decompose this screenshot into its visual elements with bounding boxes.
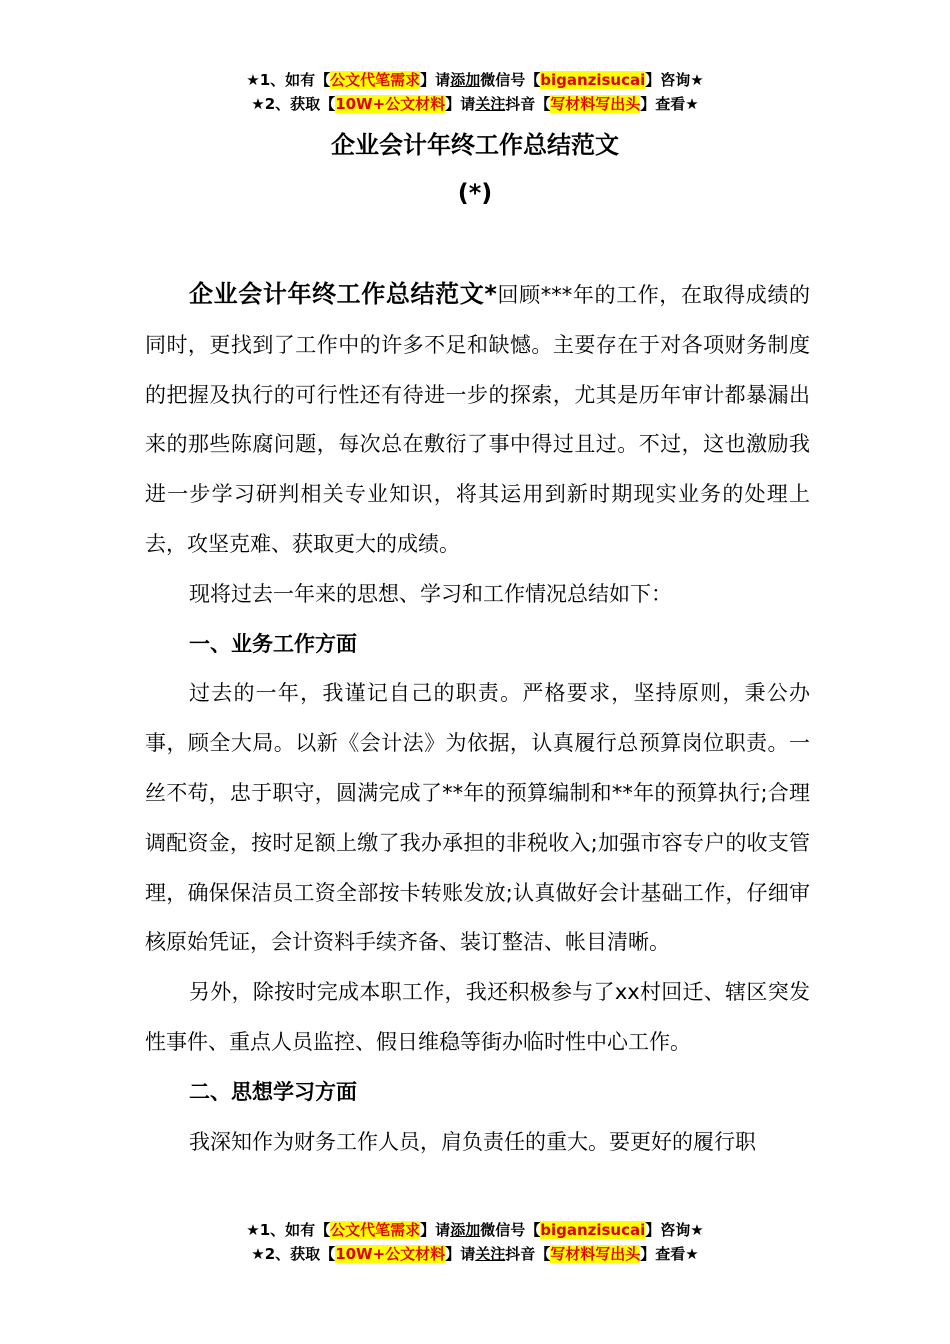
document-title: 企业会计年终工作总结范文 [331, 131, 619, 159]
banner-line-2 [0, 1242, 950, 1266]
banner-line-2 [0, 92, 950, 116]
banner-line-1 [0, 68, 950, 92]
header-banner [0, 68, 950, 116]
banner-underline: 添加 [450, 71, 481, 89]
banner-highlight: 写材料写出头 [550, 1245, 641, 1263]
banner-text: 】请 [420, 1221, 451, 1239]
banner-line-1 [0, 1218, 950, 1242]
banner-text: 】咨询★ [645, 1221, 704, 1239]
section-heading-business: 一、业务工作方面 [189, 631, 357, 656]
banner-text: ★1、如有【 [246, 1221, 331, 1239]
banner-highlight: biganzisucai [540, 71, 646, 89]
banner-text: 抖音【 [505, 1245, 551, 1263]
intro-bold-title: 企业会计年终工作总结范文* [189, 280, 497, 308]
banner-underline: 关注 [475, 1245, 506, 1263]
banner-text: 】查看★ [640, 95, 699, 113]
banner-highlight: 写材料写出头 [550, 95, 641, 113]
banner-highlight: 10W+公文材料 [335, 95, 446, 113]
banner-text: ★2、获取【 [251, 1245, 336, 1263]
document-subtitle: (*) [457, 179, 493, 207]
banner-text: 】请 [445, 1245, 476, 1263]
banner-text: 抖音【 [505, 95, 551, 113]
document-body [145, 270, 810, 1167]
banner-highlight: 公文代笔需求 [330, 1221, 421, 1239]
banner-text: ★1、如有【 [246, 71, 331, 89]
banner-text: 】请 [445, 95, 476, 113]
banner-text: ★2、获取【 [251, 95, 336, 113]
banner-text: 微信号【 [480, 1221, 541, 1239]
banner-highlight: 10W+公文材料 [335, 1245, 446, 1263]
banner-text: 】请 [420, 71, 451, 89]
intro-text: 回顾***年的工作，在取得成绩的同时，更找到了工作中的许多不足和缺憾。主要存在于对各项财务制度的把握及执行的可行性还有待进一步的探索，尤其是历年审计都暴漏出来的那些陈腐问题，每次总在敷衍了事中得过且过。不过，这也激励我进一步学习研判相关专业知识，将其运用到新时期现实业务的处理上去，攻坚克难、获取更大的成绩。 [145, 283, 810, 556]
footer-banner [0, 1218, 950, 1266]
study-paragraph: 我深知作为财务工作人员，肩负责任的重大。要更好的履行职 [189, 1129, 756, 1154]
banner-text: 】查看★ [640, 1245, 699, 1263]
banner-underline: 添加 [450, 1221, 481, 1239]
banner-highlight: 公文代笔需求 [330, 71, 421, 89]
banner-text: 】咨询★ [645, 71, 704, 89]
intro-paragraph [145, 270, 810, 570]
extra-work-paragraph: 另外，除按时完成本职工作，我还积极参与了xx村回迁、辖区突发性事件、重点人员监控、假日维稳等街办临时性中心工作。 [145, 980, 810, 1054]
summary-paragraph: 现将过去一年来的思想、学习和工作情况总结如下： [189, 581, 672, 606]
banner-text: 微信号【 [480, 71, 541, 89]
banner-underline: 关注 [475, 95, 506, 113]
business-paragraph: 过去的一年，我谨记自己的职责。严格要求，坚持原则，秉公办事，顾全大局。以新《会计法》为依据，认真履行总预算岗位职责。一丝不苟，忠于职守，圆满完成了**年的预算编制和**年的预算执行;合理调配资金，按时足额上缴了我办承担的非税收入;加强市容专户的收支管理，确保保洁员工资全部按卡转账发放;认真做好会计基础工作，仔细审核原始凭证，会计资料手续齐备、装订整洁、帐目清晰。 [145, 681, 810, 955]
section-heading-study: 二、思想学习方面 [189, 1079, 357, 1104]
banner-highlight: biganzisucai [540, 1221, 646, 1239]
